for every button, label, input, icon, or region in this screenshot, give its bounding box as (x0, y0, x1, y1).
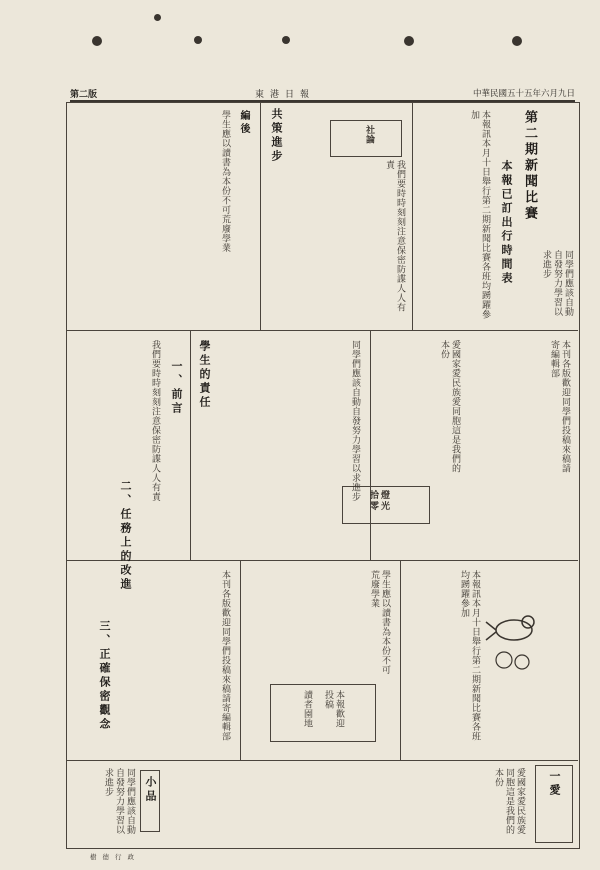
article-text: 同學們應該自動自發努力學習以求進步 (541, 250, 573, 317)
divider (66, 330, 578, 331)
headline: 二、任務上的改進 (119, 480, 132, 592)
box-title: 本報歡迎投稿 (323, 690, 344, 728)
headline: 第二期新聞比賽 (522, 110, 537, 222)
article-text: 本報訊本月十日舉行第二期新聞比賽各班均踴躍參加 (469, 110, 490, 319)
divider (370, 330, 371, 560)
headline: 編後 (238, 110, 249, 136)
divider (190, 330, 191, 560)
divider (240, 560, 241, 760)
box-title: 燈光拾零 (368, 490, 389, 512)
article-text: 本刊各版歡迎同學們投稿來稿請寄編輯部 (549, 340, 570, 473)
divider (260, 102, 261, 330)
issue-date: 中華民國五十五年六月九日 (472, 89, 575, 99)
punch-hole (154, 14, 161, 21)
headline: 共策進步 (270, 108, 283, 164)
article-text: 本刊各版歡迎同學們投稿來稿請寄編輯部 (220, 570, 230, 741)
punch-hole (282, 36, 290, 44)
article-text: 我們要時時刻刻注意保密防諜人人有責 (150, 340, 160, 502)
divider (66, 760, 578, 761)
punch-hole (512, 36, 522, 46)
article-text: 學生應以讀書為本份不可荒廢學業 (220, 110, 230, 253)
article-text: 同學們應該自動自發努力學習以求進步 (103, 768, 135, 835)
box-title: 讀者園地 (302, 690, 312, 728)
divider (400, 560, 401, 760)
headline: 一愛 (548, 770, 561, 798)
footer-label: 樹德行政 (90, 853, 140, 861)
headline: 三、正確保密觀念 (98, 620, 111, 732)
headline: 小品 (144, 776, 157, 804)
bird-illustration (484, 600, 544, 680)
punch-hole (92, 36, 102, 46)
paper-name: 東港日報 (254, 89, 315, 100)
box-title: 社論 (364, 125, 374, 144)
divider (66, 560, 578, 561)
headline: 一、前言 (170, 360, 183, 416)
headline: 學生的責任 (198, 340, 211, 410)
punch-hole (404, 36, 414, 46)
punch-hole (194, 36, 202, 44)
edition-label: 第二版 (70, 89, 98, 100)
article-text: 愛國家愛民族愛同胞這是我們的本份 (439, 340, 460, 473)
article-text: 愛國家愛民族愛同胞這是我們的本份 (493, 768, 525, 835)
article-text: 我們要時時刻刻注意保密防諜人人有責 (384, 160, 405, 312)
article-text: 同學們應該自動自發努力學習以求進步 (350, 340, 360, 502)
headline: 本報已訂出行時間表 (500, 160, 513, 286)
masthead (70, 86, 575, 102)
article-text: 本報訊本月十日舉行第二期新聞比賽各班均踴躍參加 (459, 570, 480, 741)
divider (412, 102, 413, 330)
article-text: 學生應以讀書為本份不可荒廢學業 (369, 570, 390, 675)
